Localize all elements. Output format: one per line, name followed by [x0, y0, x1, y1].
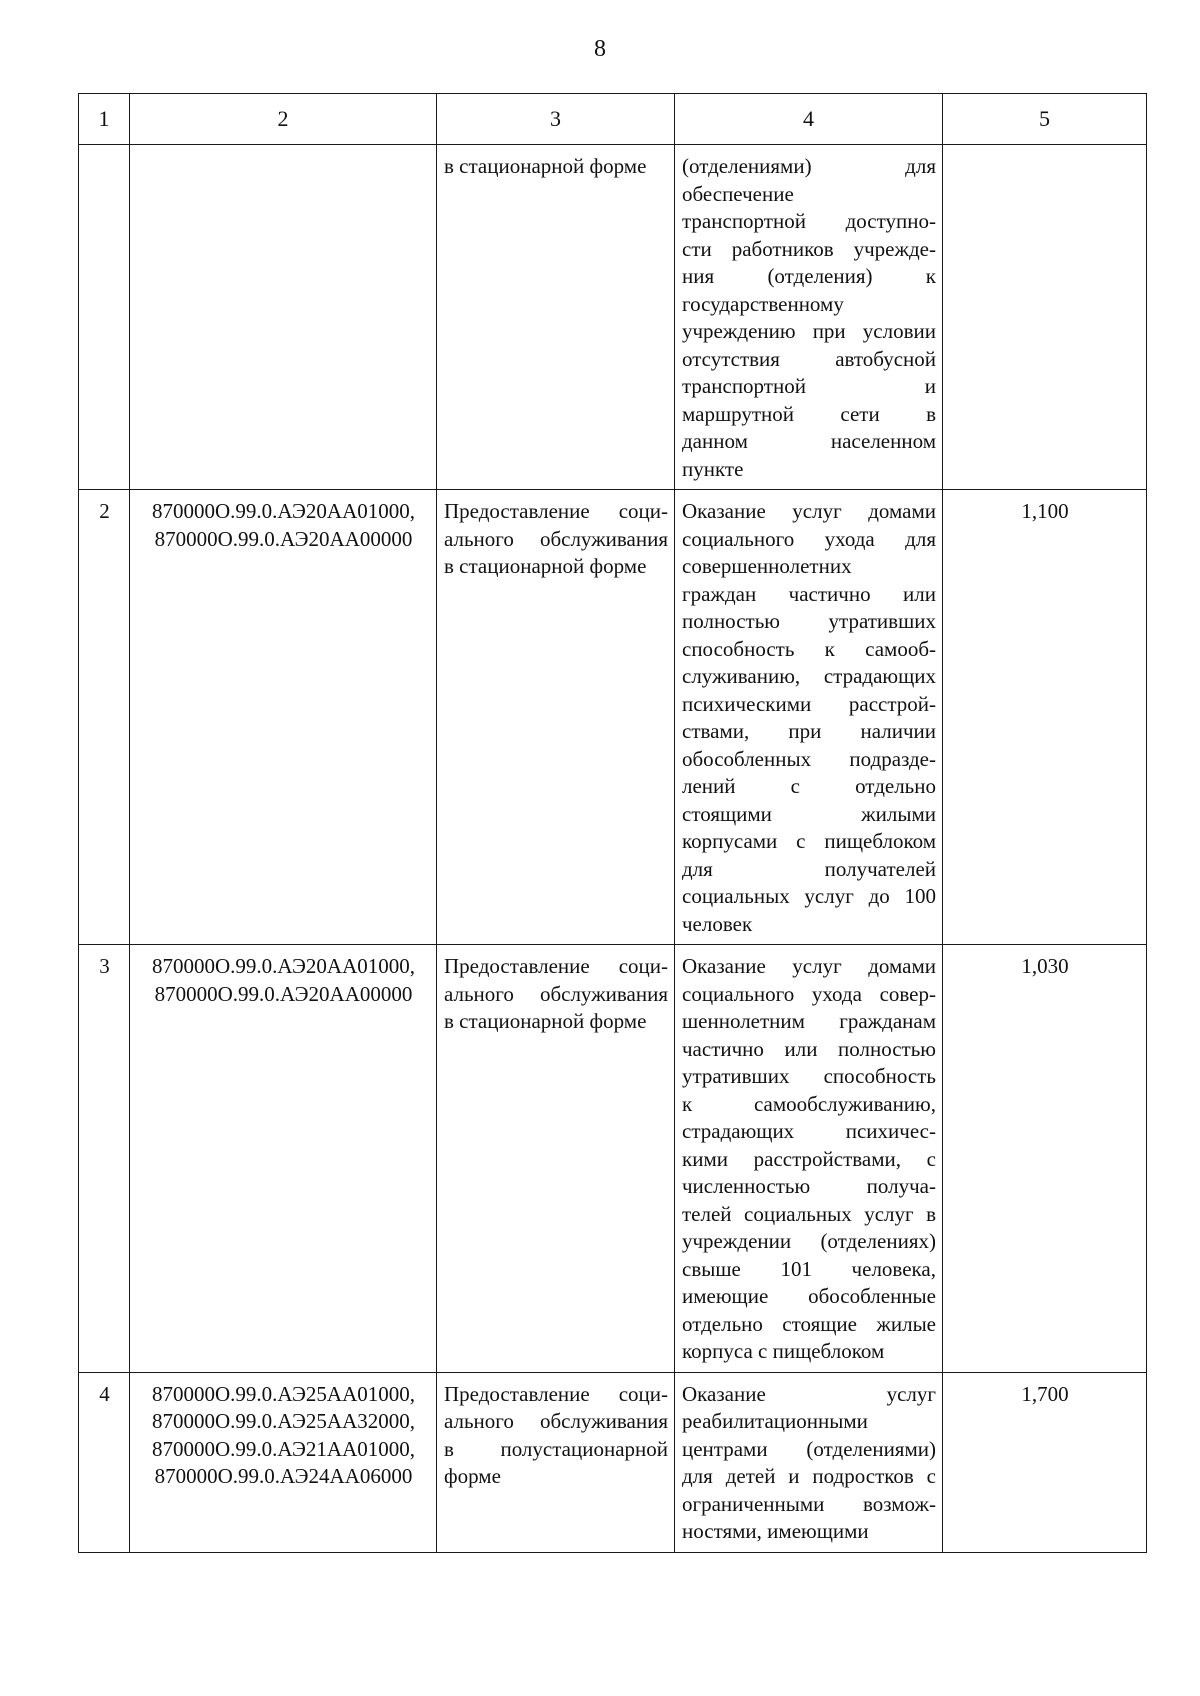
service-description-line: обеспечение [682, 181, 794, 206]
service-name-line: ального обслуживания [444, 1409, 668, 1433]
coefficient-value: 1,030 [943, 945, 1147, 1373]
service-description-line: ния (отделения) к [682, 264, 936, 288]
service-description-line: социального ухода для [682, 526, 936, 551]
service-description-line: пункте [682, 456, 744, 481]
coefficient-value: 1,700 [943, 1372, 1147, 1552]
service-description-line: кими расстройствами, с [682, 1146, 936, 1171]
service-description-line: учреждении (отделениях) [682, 1229, 936, 1253]
table-row [79, 145, 1147, 490]
service-description-line: (отделениями) для [682, 154, 936, 178]
service-description-line: лений с отдельно [682, 774, 936, 798]
service-description [675, 945, 943, 1373]
services-table [78, 93, 1147, 1553]
service-description-line: свыше 101 человека, [682, 1256, 936, 1281]
service-description-line: Оказание услуг [682, 1381, 936, 1406]
service-name [437, 1372, 675, 1552]
service-description-line: отсутствия автобусной [682, 346, 936, 371]
column-header-5: 5 [943, 94, 1147, 145]
coefficient-value: 1,100 [943, 490, 1147, 945]
service-description-line: учреждению при условии [682, 319, 936, 343]
service-description-line: для детей и подростков с [682, 1464, 936, 1488]
service-description-line: страдающих психичес- [682, 1119, 936, 1143]
service-description-line: полностью утративших [682, 609, 936, 633]
service-description-line: Оказание услуг домами [682, 954, 936, 978]
service-description-line: граждан частично или [682, 581, 936, 606]
row-number: 4 [79, 1372, 130, 1552]
service-description-line: социальных услуг до 100 [682, 884, 936, 908]
service-name [437, 145, 675, 490]
service-description-line: человек [682, 911, 753, 936]
service-description-line: для получателей [682, 856, 936, 881]
service-name-line: в стационарной форме [444, 554, 647, 578]
column-header-2: 2 [130, 94, 437, 145]
service-name-line: ального обслуживания [444, 981, 668, 1006]
service-description-line: транспортной и [682, 374, 936, 398]
service-name-line: в стационарной форме [444, 1009, 647, 1033]
service-description-line: частично или полностью [682, 1036, 936, 1061]
service-description-line: ствами, при наличии [682, 719, 936, 743]
service-description-line: служиванию, страдающих [682, 664, 936, 688]
service-description-line: психическими расстрой- [682, 691, 936, 716]
service-description-line: государственному [682, 291, 844, 316]
service-name-line: форме [444, 1464, 501, 1488]
service-name [437, 490, 675, 945]
service-description-line: к самообслуживанию, [682, 1091, 936, 1116]
service-name [437, 945, 675, 1373]
service-description-line: сти работников учрежде- [682, 236, 936, 261]
column-header-4: 4 [675, 94, 943, 145]
service-name-line: ального обслуживания [444, 526, 668, 551]
service-codes [130, 145, 437, 490]
row-number: 2 [79, 490, 130, 945]
service-description-line: обособленных подразде- [682, 746, 936, 771]
service-description-line: данном населенном [682, 429, 936, 453]
service-description-line: имеющие обособленные [682, 1284, 936, 1308]
service-name-line: в стационарной форме [444, 154, 647, 178]
service-description-line: отдельно стоящие жилые [682, 1311, 936, 1336]
service-description-line: шеннолетним гражданам [682, 1009, 936, 1033]
page-number: 8 [594, 36, 606, 62]
service-description-line: центрами (отделениями) [682, 1436, 936, 1461]
service-description-line: корпусами с пищеблоком [682, 829, 936, 853]
service-name-line: Предоставление соци- [444, 1381, 668, 1406]
service-name-line: в полустационарной [444, 1436, 668, 1461]
service-description-line: стоящими жилыми [682, 801, 936, 826]
service-description-line: совершеннолетних [682, 554, 852, 578]
row-number [79, 145, 130, 490]
service-description-line: численностью получа- [682, 1174, 936, 1198]
table-header-row [79, 94, 1147, 145]
service-codes: 870000О.99.0.АЭ25АА01000, 870000О.99.0.АЭ25АА32000, 870000О.99.0.АЭ21АА01000, 870000О.99.0.АЭ24АА06000 [130, 1372, 437, 1552]
service-description-line: социального ухода совер- [682, 981, 936, 1006]
service-codes: 870000О.99.0.АЭ20АА01000, 870000О.99.0.АЭ20АА00000 [130, 490, 437, 945]
service-description-line: утративших способность [682, 1064, 936, 1088]
service-description [675, 490, 943, 945]
service-description-line: Оказание услуг домами [682, 499, 936, 523]
column-header-1: 1 [79, 94, 130, 145]
service-description-line: маршрутной сети в [682, 401, 936, 426]
service-description-line: ностями, имеющими [682, 1519, 869, 1543]
table-row [79, 490, 1147, 945]
service-codes: 870000О.99.0.АЭ20АА01000, 870000О.99.0.АЭ20АА00000 [130, 945, 437, 1373]
service-description-line: ограниченными возмож- [682, 1491, 936, 1516]
service-name-line: Предоставление соци- [444, 499, 668, 523]
table-row [79, 945, 1147, 1373]
service-description [675, 145, 943, 490]
service-description-line: транспортной доступно- [682, 209, 936, 233]
service-description-line: способность к самооб- [682, 636, 936, 661]
service-description-line: реабилитационными [682, 1409, 868, 1433]
service-name-line: Предоставление соци- [444, 954, 668, 978]
coefficient-value [943, 145, 1147, 490]
row-number: 3 [79, 945, 130, 1373]
service-description [675, 1372, 943, 1552]
service-description-line: корпуса с пищеблоком [682, 1339, 885, 1363]
service-description-line: телей социальных услуг в [682, 1201, 936, 1226]
table-row [79, 1372, 1147, 1552]
column-header-3: 3 [437, 94, 675, 145]
